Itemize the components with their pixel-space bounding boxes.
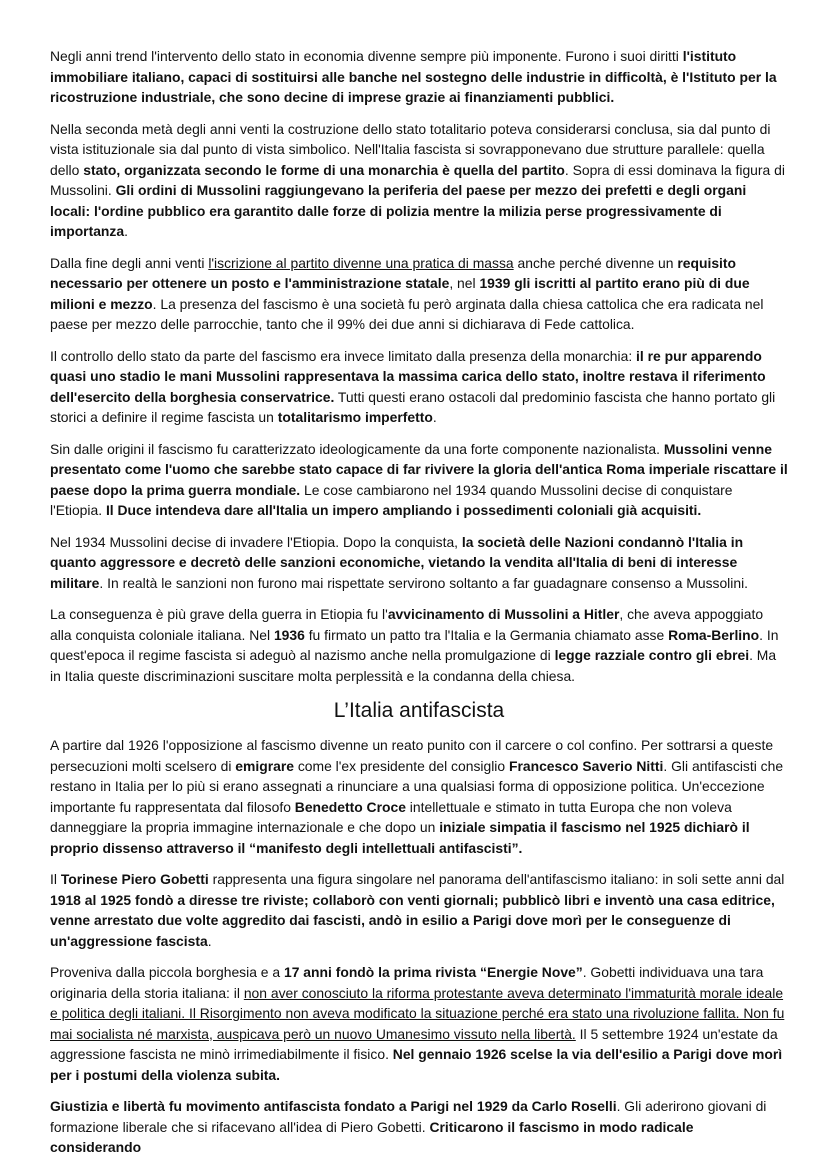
bold-text: Torinese Piero Gobetti — [60, 871, 209, 887]
text-run: Sin dalle origini il fascismo fu caratterizzato ideologicamente da una forte componente nazionalista. — [50, 440, 664, 457]
text-run: . In realtà le sanzioni non furono mai rispettate servirono soltanto a far guadagnare consenso a Mussolini. — [99, 574, 749, 591]
bold-text: 1936 — [273, 626, 305, 643]
text-run: anche perché divenne un — [513, 254, 678, 271]
underlined-text: l'iscrizione al partito divenne una pratica di massa — [208, 254, 514, 271]
bold-text: legge razziale contro gli ebrei — [554, 647, 750, 663]
text-run: . Ma in Italia queste discriminazioni suscitare molta perplessità e la condanna della chiesa. — [50, 647, 777, 684]
bold-text: Giustizia e libertà fu movimento antifascista fondato a Parigi nel 1929 da Carlo Roselli — [50, 1098, 617, 1114]
text-run: Le cose cambiarono nel 1934 quando Mussolini decise di conquistare l'Etiopia. — [50, 481, 733, 518]
paragraph — [50, 253, 788, 335]
bold-text: avvicinamento di Mussolini a Hitler — [387, 606, 620, 622]
bold-text: 17 anni fondò la prima rivista “Energie Nove” — [283, 964, 583, 980]
bold-text: 1918 al 1925 fondò a diresse tre riviste; collaborò con venti giornali; pubblicò libri e inventò una casa editrice, venne arrestato due volte aggredito dai fascisti, andò in esilio a Parigi dove morì per le conseguenze di un'aggressione fascista — [50, 891, 775, 949]
paragraph — [50, 1096, 788, 1158]
bold-text: Francesco Saverio Nitti — [508, 757, 664, 774]
bold-text: il re pur apparendo quasi uno stadio le mani Mussolini rappresentava la massima carica dello stato, inoltre restava il riferimento dell'esercito della borghesia conservatrice. — [50, 347, 766, 405]
body-text-part-1 — [50, 46, 788, 686]
text-run: Nella seconda metà degli anni venti la costruzione dello stato totalitario poteva considerarsi conclusa, sia dal punto di vista istituzionale sia dal punto di vista simbolico. Nell'Italia fascista si sovrapponevano due strutture parallele: quella dello — [50, 120, 771, 178]
text-run: Il — [50, 871, 61, 887]
text-run: , che aveva appoggiato alla conquista coloniale italiana. Nel — [50, 606, 764, 643]
paragraph — [50, 735, 788, 858]
bold-text: la società delle Nazioni condannò l'Italia in quanto aggressore e decretò delle sanzioni economiche, vietando la vendita all'Italia di beni di interesse militare — [50, 533, 744, 591]
text-run: rappresenta una figura singolare nel panorama dell'antifascismo italiano: in soli sette anni dal — [208, 871, 785, 887]
underlined-text: non aver conosciuto la riforma protestante aveva determinato l'immaturità morale ideale e politica degli italiani. Il Risorgimento non aveva modificato la situazione perché era stato una rivoluzione fallita. Non fu mai socialista né marxista, auspicava però un nuovo Umanesimo vissuto nella libertà. — [50, 984, 785, 1042]
paragraph — [50, 119, 788, 242]
text-run: Il controllo dello stato da parte del fascismo era invece limitato dalla presenza della monarchia: — [50, 347, 637, 364]
bold-text: requisito necessario per ottenere un posto e l'amministrazione statale — [50, 254, 737, 291]
text-run: Negli anni trend l'intervento dello stato in economia divenne sempre più imponente. Furono i suoi diritti — [50, 48, 683, 64]
text-run: La conseguenza è più grave della guerra in Etiopia fu l' — [50, 606, 388, 622]
bold-text: emigrare — [235, 757, 294, 774]
text-run: Tutti questi erano ostacoli dal predominio fascista che hanno portato gli storici a definire il regime fascista un — [50, 388, 776, 425]
bold-text: Criticarono il fascismo in modo radicale considerando — [50, 1118, 694, 1155]
text-run: . La presenza del fascismo è una società fu però arginata dalla chiesa cattolica che era radicata nel paese per mezzo delle parrocchie, tanto che il 99% dei due anni si dichiarava di Fede cattolica. — [50, 295, 764, 332]
text-run: . In quest'epoca il regime fascista si adeguò al nazismo anche nella promulgazione di — [50, 626, 779, 663]
bold-text: totalitarismo imperfetto — [277, 409, 433, 425]
text-run: Proveniva dalla piccola borghesia e a — [50, 964, 284, 980]
text-run: . — [207, 932, 212, 949]
text-run: . — [124, 223, 128, 239]
text-run: , nel — [449, 275, 480, 291]
bold-text: iniziale simpatia il fascismo nel 1925 dichiarò il proprio dissenso attraverso il “manifesto degli intellettuali antifascisti”. — [50, 819, 750, 856]
text-run: Dalla fine degli anni venti — [50, 254, 209, 271]
paragraph — [50, 869, 788, 951]
text-run: intellettuale e stimato in tutta Europa che non voleva danneggiare la propria immagine internazionale e che dopo un — [50, 798, 732, 835]
bold-text: Mussolini venne presentato come l'uomo che sarebbe stato capace di far rivivere la gloria dell'antica Roma imperiale riscattare il paese dopo la prima guerra mondiale. — [50, 440, 788, 498]
bold-text: stato, organizzata secondo le forme di una monarchia è quella del partito — [83, 161, 565, 178]
bold-text: Nel gennaio 1926 scelse la via dell'esilio a Parigi dove morì per i postumi della violenza subita. — [50, 1046, 783, 1083]
text-run: A partire dal 1926 l'opposizione al fascismo divenne un reato punito con il carcere o col confino. Per sottrarsi a queste persecuzioni molti scelsero di — [50, 737, 774, 774]
paragraph — [50, 46, 788, 108]
text-run: . Sopra di essi dominava la figura di Mussolini. — [50, 161, 785, 198]
paragraph — [50, 346, 788, 428]
paragraph — [50, 439, 788, 521]
text-run: Nel 1934 Mussolini decise di invadere l'Etiopia. Dopo la conquista, — [50, 533, 462, 550]
text-run: come l'ex presidente del consiglio — [293, 757, 509, 774]
bold-text: Gli ordini di Mussolini raggiungevano la periferia del paese per mezzo dei prefetti e degli organi locali: l'ordine pubblico era garantito dalle forze di polizia mentre la milizia perse progressivamente di importanza — [50, 182, 747, 239]
bold-text: 1939 gli iscritti al partito erano più di due milioni e mezzo — [50, 275, 750, 312]
text-run: . Gli aderirono giovani di formazione liberale che si rifacevano all'idea di Piero Gobetti. — [50, 1098, 767, 1135]
text-run: . — [432, 409, 437, 425]
paragraph — [50, 604, 788, 686]
body-text-part-2 — [50, 735, 788, 1158]
bold-text: Roma-Berlino — [668, 626, 760, 643]
bold-text: Benedetto Croce — [294, 798, 406, 815]
section-heading: L’Italia antifascista — [333, 699, 505, 722]
bold-text: l'istituto immobiliare italiano, capaci di sostituirsi alle banche nel sostegno delle industrie in difficoltà, è l'Istituto per la ricostruzione industriale, che sono decine di imprese grazie ai finanziamenti pubblici. — [50, 48, 777, 105]
text-run: . Gobetti individuava una tara originaria della storia italiana: il — [50, 964, 764, 1001]
text-run: fu firmato un patto tra l'Italia e la Germania chiamato asse — [304, 626, 669, 643]
text-run: . Gli antifascisti che restano in Italia per lo più si erano assegnati a rinunciare a una qualsiasi forma di opposizione politica. Un'eccezione importante fu rappresentata dal filosofo — [50, 757, 784, 815]
bold-text: Il Duce intendeva dare all'Italia un impero ampliando i possedimenti coloniali già acquisiti. — [105, 502, 702, 518]
paragraph — [50, 962, 788, 1085]
paragraph — [50, 532, 788, 594]
text-run: Il 5 settembre 1924 un'estate da aggressione fascista ne minò irrimediabilmente il fisico. — [50, 1025, 778, 1062]
